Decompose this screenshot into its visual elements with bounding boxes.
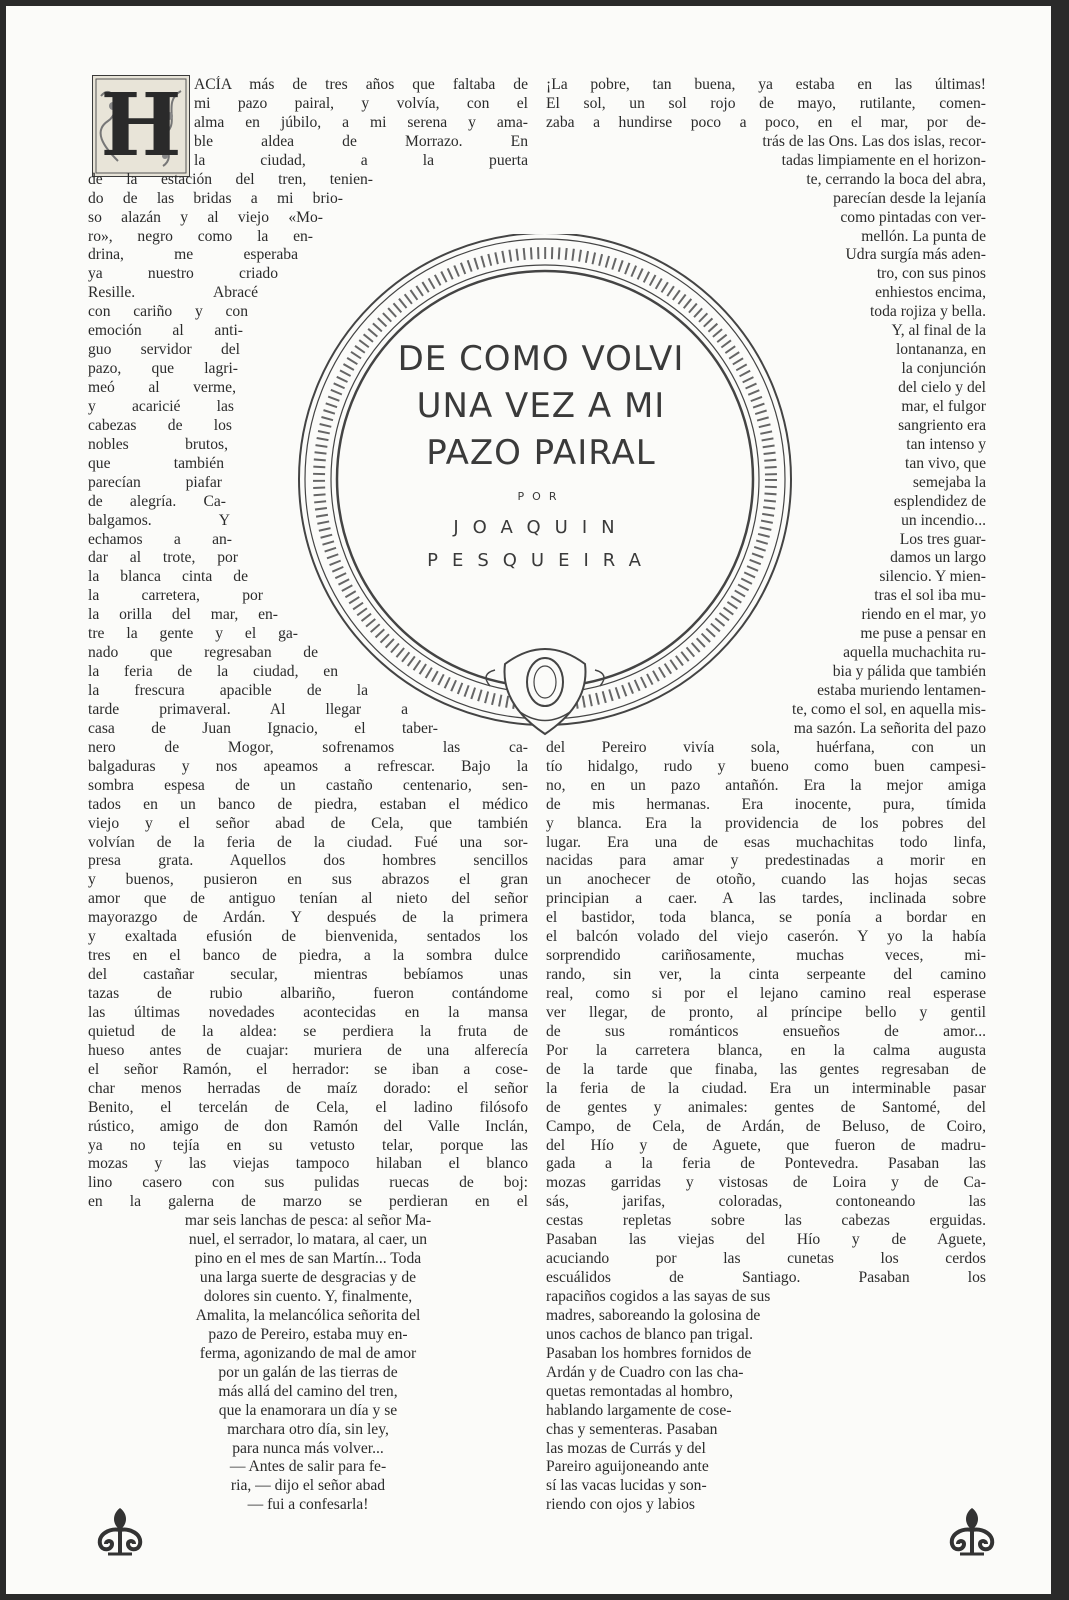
text-line: sangriento era [898, 416, 986, 434]
text-line: Los tres guar- [899, 530, 986, 548]
text-line: te, como el sol, en aquella mis- [791, 700, 986, 718]
text-line: nado que regresaban de [88, 644, 318, 662]
text-line: chas y sementeras. Pasaban [546, 1420, 718, 1438]
text-line: en la galerna de marzo se perdieran en el [88, 1193, 528, 1211]
text-line: — Antes de salir para fe- [229, 1458, 387, 1476]
text-line: para nunca más volver... [232, 1439, 384, 1457]
text-line: escuálidos de Santiago. Pasaban los [546, 1269, 986, 1287]
byline-label: POR [517, 490, 565, 503]
title-line-2: UNA VEZ A MI [416, 386, 666, 426]
text-line: tan intenso y [906, 435, 986, 453]
text-line: y blanca. Era la providencia de los pobres del [546, 814, 986, 832]
fleuron-ornament-icon [942, 1500, 1002, 1560]
text-line: ¡La pobre, tan buena, ya estaba en las últimas! [546, 76, 986, 93]
text-line: mayorazgo de Ardán. Y después de la primera [88, 909, 528, 927]
text-line: y exaltada efusión de bienvenida, sentados los [88, 928, 528, 946]
text-line: la frescura apacible de la [88, 682, 368, 699]
text-line: trás de las Ons. Las dos islas, recor- [762, 132, 986, 150]
title-line-3: PAZO PAIRAL [426, 433, 656, 473]
text-line: de mis hermanas. Era inocente, pura, tímida [546, 795, 986, 813]
text-line: mar seis lanchas de pesca: al señor Ma- [184, 1212, 432, 1230]
author-first-name: JOAQUIN [453, 517, 629, 538]
author-last-name: PESQUEIRA [427, 550, 655, 571]
text-line: echamos a an- [88, 530, 232, 548]
text-line: tarde primaveral. Al llegar a [88, 700, 408, 718]
text-line: más allá del camino del tren, [218, 1382, 398, 1400]
text-line: drina, me esperaba [88, 246, 298, 264]
text-line: ver llegar, de pronto, al príncipe bello y gentil [546, 1003, 986, 1021]
fleuron-ornament-icon [90, 1500, 150, 1560]
text-line: del Hío y de Aguete, que fueron de madru- [546, 1136, 986, 1154]
text-line: la feria de la ciudad, en [88, 663, 338, 681]
text-line: mozas garridas y vistosas de Loira y de Ca- [546, 1174, 986, 1192]
text-line: — fui a confesarla! [247, 1496, 369, 1514]
text-line: ya nuestro criado [88, 265, 278, 283]
text-line: hueso antes de cuajar: muriera de una alferecía [88, 1041, 528, 1059]
text-line: presa grata. Aquellos dos hombres sencillos [88, 852, 528, 870]
text-line: Pasaban las viejas del Hío y de Aguete, [546, 1231, 986, 1249]
text-line: la carretera, por [88, 587, 263, 605]
text-line: lugar. Era una de esas muchachitas todo linfa, [546, 833, 986, 851]
text-line: riendo en el mar, yo [861, 606, 986, 624]
text-line: semejaba la [912, 473, 986, 491]
text-line: char menos herradas de maíz dorado: el señor [88, 1079, 528, 1097]
text-line: alma en júbilo, a mi serena y ama- [194, 113, 528, 131]
text-line: un anochecer de otoño, cuando las hojas secas [546, 871, 986, 889]
text-line: Campo, de Cela, de Ardán, de Beluso, de Coiro, [546, 1117, 986, 1135]
text-line: El sol, un sol rojo de mayo, rutilante, comen- [546, 94, 986, 112]
text-line: nobles brutos, [88, 435, 228, 453]
text-line: esplendidez de [893, 492, 986, 510]
text-line: sombra espesa de un castaño centenario, sen- [88, 776, 528, 794]
text-line: Y, al final de la [891, 322, 986, 340]
text-line: unos cachos de blanco pan trigal. [546, 1325, 753, 1343]
text-line: rapaciños cogidos a las sayas de sus [546, 1288, 771, 1305]
text-line: pazo, que lagri- [88, 360, 238, 378]
text-line: pino en el mes de san Martín... Toda [194, 1250, 422, 1268]
text-line: de la estación del tren, tenien- [88, 170, 373, 188]
text-line: una larga suerte de desgracias y de [199, 1269, 417, 1287]
text-line: nacidas para amar y predestinadas a morir en [546, 852, 986, 870]
text-line: y buenos, pusieron en sus abrazos el gran [88, 871, 528, 889]
text-line: tro, con sus pinos [876, 265, 986, 283]
text-line: con cariño y con [88, 303, 248, 321]
text-line: emoción al anti- [88, 322, 243, 340]
text-line: cestas repletas sobre las cabezas erguidas. [546, 1212, 986, 1230]
text-line: ferma, agonizando de mal de amor [199, 1344, 417, 1362]
text-line: de alegría. Ca- [88, 492, 226, 510]
text-line: de gentes y animales: gentes de Santomé, del [546, 1098, 986, 1116]
text-line: balgaduras y nos apeamos a refrescar. Bajo la [88, 757, 528, 775]
text-line: no, en un pazo antañón. Era la mejor amiga [546, 776, 986, 794]
text-line: tío hidalgo, rudo y bueno como buen campesi- [546, 757, 986, 775]
text-line: mi pazo pairal, y volvía, con el [194, 94, 528, 112]
text-line: y acaricié las [88, 397, 234, 415]
magazine-page [6, 6, 1051, 1594]
text-line: que también [88, 454, 224, 472]
text-line: enhiestos encima, [875, 284, 986, 302]
text-line: Pasaban los hombres fornidos de [546, 1344, 752, 1362]
text-line: Resille. Abracé [88, 284, 258, 302]
text-line: marchara otro día, sin ley, [227, 1420, 389, 1438]
text-line: Ardán y de Cuadro con las cha- [546, 1363, 744, 1381]
text-line: volvían de la feria de la ciudad. Fué una sor- [88, 833, 528, 851]
text-line: mozas y las viejas tampoco hilaban el blanco [88, 1155, 528, 1173]
text-line: Udra surgía más aden- [845, 246, 986, 264]
text-line: el bastidor, toda blanca, se ponía a bordar en [546, 909, 986, 927]
text-line: del Pereiro vivía sola, huérfana, con un [546, 738, 986, 756]
text-line: toda rojiza y bella. [869, 303, 986, 321]
text-line: dar al trote, por [88, 549, 238, 567]
text-line: la feria de la ciudad. Era un interminable pasar [546, 1079, 986, 1097]
text-line: lontananza, en [895, 341, 986, 359]
text-line: so alazán y al viejo «Mo- [88, 208, 323, 226]
text-line: tre la gente y el ga- [88, 625, 298, 643]
text-line: acuciando por las cunetas los cerdos [546, 1250, 986, 1268]
text-line: cabezas de los [88, 416, 232, 434]
text-line: la orilla del mar, en- [88, 606, 278, 624]
text-line: damos un largo [890, 549, 986, 567]
text-line: Pareiro aguijoneando ante [546, 1458, 709, 1476]
text-line: que la enamorara un día y se [218, 1401, 398, 1419]
text-line: hablando largamente de cose- [546, 1401, 732, 1419]
text-line: mar, el fulgor [901, 397, 986, 415]
text-line: ACÍA más de tres años que faltaba de [194, 76, 528, 93]
text-line: ya no tejía en su vetusto telar, porque las [88, 1136, 528, 1154]
text-line: tados en un banco de piedra, estaban el médico [88, 795, 528, 813]
text-line: casa de Juan Ignacio, el taber- [88, 719, 438, 737]
text-line: pazo de Pereiro, estaba muy en- [208, 1325, 408, 1343]
article-title-block [346, 336, 736, 577]
text-line: el balcón volado del viejo caserón. Y yo la había [546, 928, 986, 946]
text-line: guo servidor del [88, 341, 240, 359]
text-line: amor que de antiguo tenían al nieto del señor [88, 890, 528, 908]
text-line: rústico, amigo de don Ramón del Valle Inclán, [88, 1117, 528, 1135]
text-line: el señor Ramón, el herrador: se iban a cose- [88, 1060, 528, 1078]
text-line: quietud de la aldea: se perdiera la fruta de [88, 1022, 528, 1040]
text-line: tan vivo, que [905, 454, 986, 472]
text-line: ble aldea de Morrazo. En [194, 132, 528, 150]
text-line: la ciudad, a la puerta [194, 151, 528, 169]
text-line: sorprendido cariñosamente, muchas veces, mi- [546, 947, 986, 965]
text-line: como pintadas con ver- [840, 208, 986, 226]
text-line: gada a la feria de Pontevedra. Pasaban las [546, 1155, 986, 1173]
text-line: tras el sol iba mu- [874, 587, 986, 605]
text-line: balgamos. Y [88, 511, 230, 529]
text-line: un incendio... [901, 511, 986, 529]
text-line: meó al verme, [88, 379, 236, 396]
text-line: la blanca cinta de [88, 568, 248, 586]
text-line: me puse a pensar en [860, 625, 986, 643]
text-line: del cielo y del [898, 379, 986, 396]
text-line: nuel, el serrador, lo matara, al caer, un [188, 1231, 428, 1249]
text-line: tazas de rubio albariño, fueron contándome [88, 985, 528, 1002]
text-line: Amalita, la melancólica señorita del [195, 1306, 421, 1324]
text-line: sás, jarifas, coloradas, contoneando las [546, 1193, 986, 1211]
text-line: parecían piafar [88, 473, 222, 491]
text-line: tres en el banco de piedra, a la sombra dulce [88, 947, 528, 965]
text-line: de la tarde que finaba, las gentes regresaban de [546, 1060, 986, 1078]
text-line: quetas remontadas al hombro, [546, 1382, 734, 1400]
text-line: ma sazón. La señorita del pazo [793, 719, 986, 737]
text-line: aquella muchachita ru- [843, 644, 986, 662]
text-line: bia y pálida que también [832, 663, 986, 681]
text-line: sí las vacas lucidas y son- [546, 1477, 707, 1495]
text-line: zaba a hundirse poco a poco, en el mar, por de- [546, 113, 986, 131]
text-line: do de las bridas a mi brio- [88, 189, 343, 207]
text-line: real, como si por el lejano camino real esperase [546, 985, 986, 1002]
drop-cap-letter: H [100, 75, 182, 176]
text-line: dolores sin cuento. Y, finalmente, [203, 1288, 413, 1305]
text-line: riendo con ojos y labios [546, 1496, 695, 1514]
text-line: de sus románticos ensueños de amor... [546, 1022, 986, 1040]
text-line: las últimas novedades acontecidas en la mansa [88, 1003, 528, 1021]
text-line: tadas limpiamente en el horizon- [781, 151, 986, 169]
text-line: las mozas de Currás y del [546, 1439, 706, 1457]
text-line: por un galán de las tierras de [218, 1363, 398, 1381]
text-line: del castañar secular, mientras bebíamos unas [88, 966, 528, 984]
text-line: parecían desde la lejanía [833, 189, 986, 207]
text-line: madres, saboreando la golosina de [546, 1306, 761, 1324]
text-line: principian a caer. A las tardes, inclinada sobre [546, 890, 986, 908]
text-line: Por la carretera blanca, en la calma augusta [546, 1041, 986, 1059]
text-line: lino casero con sus pulidas ruecas de boj: [88, 1174, 528, 1192]
text-line: estaba muriendo lentamen- [817, 682, 986, 699]
text-line: Benito, el tercelán de Cela, el ladino filósofo [88, 1098, 528, 1116]
text-line: nero de Mogor, sofrenamos las ca- [88, 738, 528, 756]
text-line: la conjunción [901, 360, 986, 378]
text-line: viejo y el señor abad de Cela, que también [88, 814, 528, 832]
text-line: te, cerrando la boca del abra, [806, 170, 986, 188]
text-line: silencio. Y mien- [879, 568, 986, 586]
text-line: ria, — dijo el señor abad [230, 1477, 386, 1495]
title-line-1: DE COMO VOLVI [397, 339, 685, 379]
text-line: ro», negro como la en- [88, 227, 313, 245]
text-line: mellón. La punta de [861, 227, 986, 245]
text-line: rando, sin ver, la cinta serpeante del camino [546, 966, 986, 984]
